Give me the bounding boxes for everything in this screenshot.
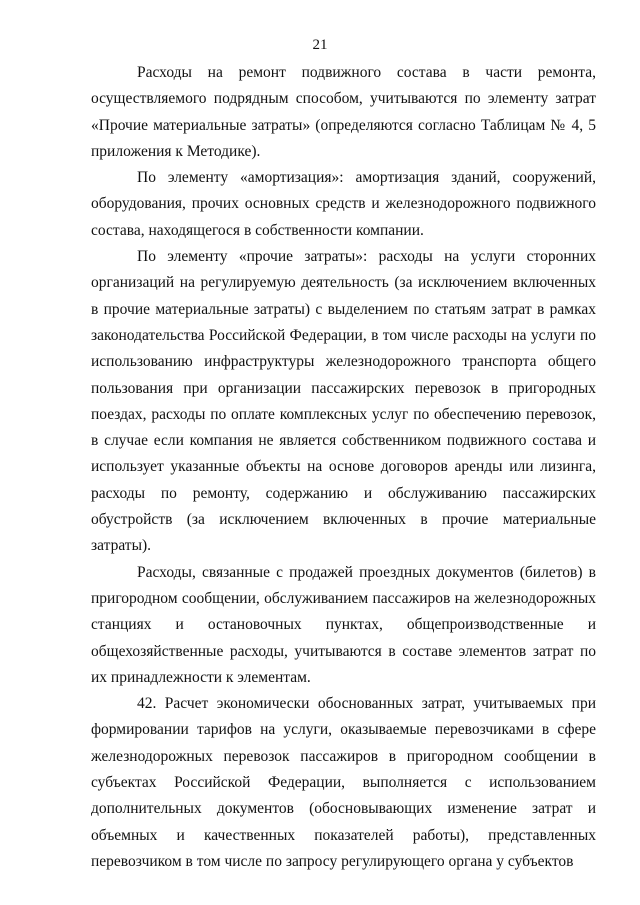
paragraph-repair-costs: Расходы на ремонт подвижного состава в части ремонта, осуществляемого подрядным способом, учитываются по элементу затрат «Прочие материальные затраты» (определяются согласно Таблицам № 4, 5 приложения к Методике). [91, 64, 596, 160]
paragraph-item-42: 42. Расчет экономически обоснованных затрат, учитываемых при формировании тарифов на услуги, оказываемые перевозчиками в сфере железнодорожных перевозок пассажиров в пригородном сообщении в субъектах Российской Федерации, выполняется с использованием дополнительных документов (обосновывающих изменение затрат и объемных и качественных показателей работы), представленных перевозчиком в том числе по запросу регулирующего органа у субъектов [91, 695, 596, 870]
paragraph-other-costs: По элементу «прочие затраты»: расходы на услуги сторонних организаций на регулируемую деятельность (за исключением включенных в прочие материальные затраты) с выделением по статьям затрат в рамках законодательства Российской Федерации, в том числе расходы на услуги по использованию инфраструктуры железнодорожного транспорта общего пользования при организации пассажирских перевозок в пригородных поездах, расходы по оплате комплексных услуг по обеспечению перевозок, в случае если компания не является собственником подвижного состава и использует указанные объекты на основе договоров аренды или лизинга, расходы по ремонту, содержанию и обслуживанию пассажирских обустройств (за исключением включенных в прочие материальные затраты). [91, 248, 596, 555]
page-number: 21 [312, 37, 328, 53]
paragraph-ticket-sales-costs: Расходы, связанные с продажей проездных документов (билетов) в пригородном сообщении, обслуживанием пассажиров на железнодорожных станциях и остановочных пунктах, общепроизводственные и общехозяйственные расходы, учитываются в составе элементов затрат по их принадлежности к элементам. [91, 563, 596, 686]
paragraph-depreciation: По элементу «амортизация»: амортизация зданий, сооружений, оборудования, прочих основных средств и железнодорожного подвижного состава, находящегося в собственности компании. [91, 169, 596, 239]
document-body [91, 60, 596, 875]
